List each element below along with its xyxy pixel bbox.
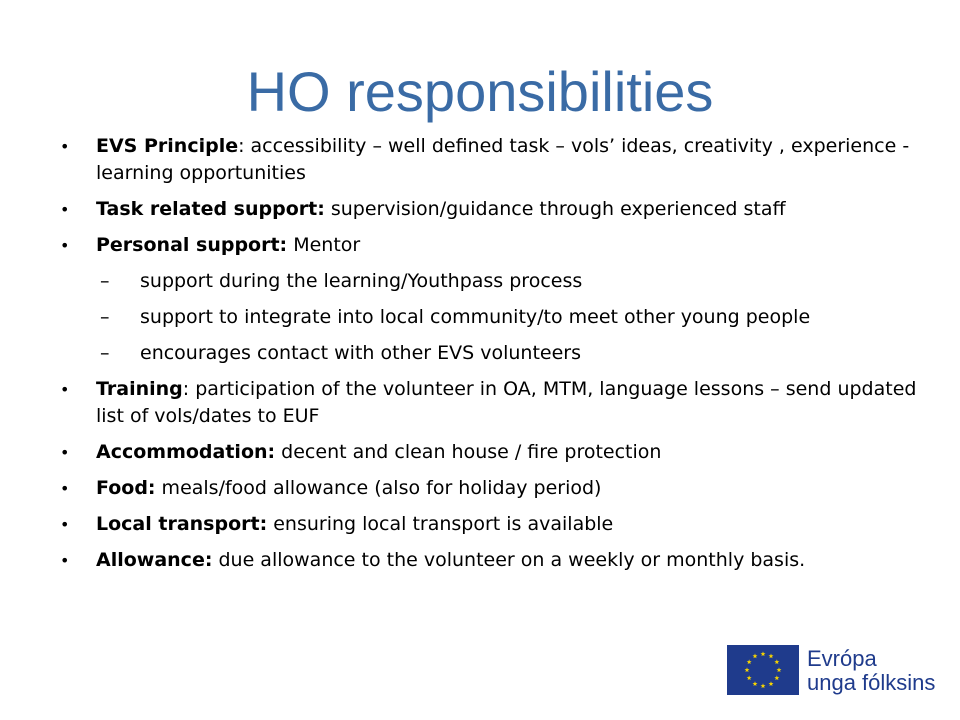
eu-flag-icon — [727, 645, 799, 695]
bullet-item-allowance — [60, 547, 920, 574]
logo-line2: unga fólksins — [807, 670, 936, 695]
bullet-item-local-transport — [60, 511, 920, 538]
sub-item-integrate — [60, 304, 920, 331]
item-label: Personal support: — [96, 234, 288, 256]
bullet-item-evs-principle — [60, 133, 920, 187]
bullet-icon: • — [60, 551, 70, 570]
logo-line1: Evrópa — [807, 646, 877, 671]
item-label: EVS Principle — [96, 135, 239, 157]
sub-item-text: support during the learning/Youthpass process — [140, 270, 583, 292]
item-text: meals/food allowance (also for holiday period) — [155, 477, 602, 499]
dash-icon: – — [100, 270, 110, 292]
sub-item-contact — [60, 340, 920, 367]
item-label: Food: — [96, 477, 156, 499]
sub-item-learning — [60, 268, 920, 295]
bullet-icon: • — [60, 200, 70, 219]
erasmus-youth-logo — [727, 645, 941, 695]
sub-item-text: encourages contact with other EVS volunteers — [140, 342, 582, 364]
slide-title: HO responsibilities — [246, 60, 714, 123]
logo-text — [807, 647, 941, 695]
sub-item-text: support to integrate into local community/to meet other young people — [140, 306, 811, 328]
bullet-icon: • — [60, 515, 70, 534]
item-text: decent and clean house / fire protection — [275, 441, 662, 463]
bullet-item-personal-support — [60, 232, 920, 259]
bullet-item-training — [60, 376, 920, 430]
item-label: Allowance: — [96, 549, 213, 571]
bullet-item-accommodation — [60, 439, 920, 466]
item-text: due allowance to the volunteer on a weekly or monthly basis. — [212, 549, 806, 571]
item-text: ensuring local transport is available — [267, 513, 614, 535]
item-label: Training — [96, 378, 183, 400]
bullet-item-food — [60, 475, 920, 502]
bullet-icon: • — [60, 137, 70, 156]
item-label: Local transport: — [96, 513, 268, 535]
dash-icon: – — [100, 306, 110, 328]
bullet-icon: • — [60, 443, 70, 462]
item-text: Mentor — [287, 234, 361, 256]
item-label: Accommodation: — [96, 441, 276, 463]
bullet-icon: • — [60, 380, 70, 399]
item-text: supervision/guidance through experienced staff — [324, 198, 786, 220]
dash-icon: – — [100, 342, 110, 364]
bullet-list — [60, 133, 920, 583]
bullet-item-task-support — [60, 196, 920, 223]
item-text: : participation of the volunteer in OA, MTM, language lessons – send updated list of vols/dates to EUF — [96, 378, 917, 427]
item-text: : accessibility – well defined task – vols’ ideas, creativity , experience - learning opportunities — [96, 135, 910, 184]
item-label: Task related support: — [96, 198, 325, 220]
bullet-icon: • — [60, 236, 70, 255]
bullet-icon: • — [60, 479, 70, 498]
